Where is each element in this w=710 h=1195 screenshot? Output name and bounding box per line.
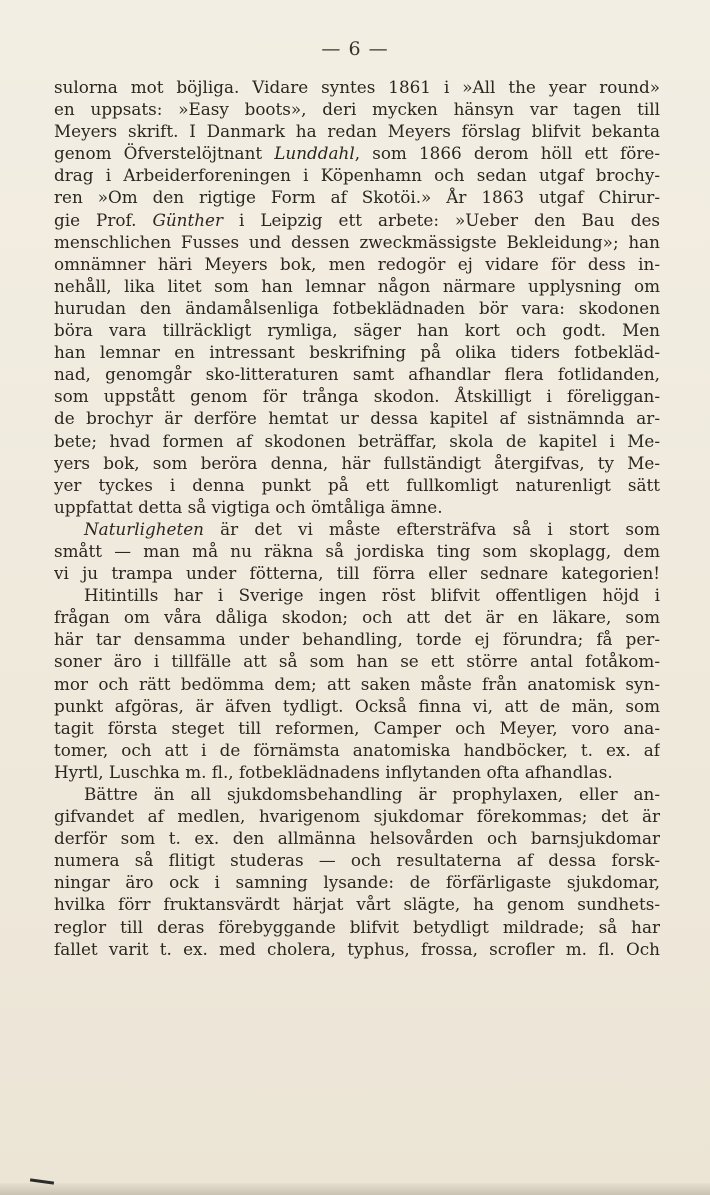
text-line: [54, 650, 660, 672]
text-line: [54, 341, 660, 363]
text-line: [54, 849, 660, 871]
text-line: [54, 253, 660, 275]
text-line: [54, 893, 660, 915]
text-line: [54, 430, 660, 452]
text-line: [54, 938, 660, 960]
text-line: [54, 783, 660, 805]
text-span: böra vara tillräckligt rymliga, säger han kort och godt. Men: [54, 320, 660, 341]
text-line: [54, 363, 660, 385]
text-span: tagit första steget till reformen, Camper och Meyer, voro ana-: [54, 717, 660, 738]
text-span: drag i Arbeiderforeningen i Köpenhamn och sedan utgaf brochy-: [54, 165, 660, 186]
text-line: [54, 231, 660, 253]
text-span: gifvandet af medlen, hvarigenom sjukdomar förekommas; det är: [54, 806, 660, 827]
text-span: sulorna mot böjliga. Vidare syntes 1861 i »All the year round»: [54, 77, 660, 97]
text-line: [54, 120, 660, 142]
page-number: — 6 —: [321, 38, 389, 60]
text-span: yer tyckes i denna punkt på ett fullkomligt naturenligt sätt: [54, 474, 660, 495]
text-line: [54, 142, 660, 164]
text-span: här tar densamma under behandling, torde ej förundra; få per-: [54, 629, 660, 650]
text-span: Meyers skrift. I Danmark ha redan Meyers förslag blifvit bekanta: [54, 121, 660, 142]
text-span: nad, genomgår sko-litteraturen samt afhandlar flera fotlidanden,: [54, 364, 660, 385]
text-span: soner äro i tillfälle att så som han se ett större antal fotåkom-: [54, 651, 660, 672]
text-span: bete; hvad formen af skodonen beträffar, skola de kapitel i Me-: [54, 430, 660, 451]
text-span: är det vi måste eftersträfva så i stort som: [203, 518, 660, 539]
text-line: [54, 739, 660, 761]
text-span: ningar äro ock i samning lysande: de förfärligaste sjukdomar,: [54, 872, 660, 893]
text-line: [54, 209, 660, 231]
text-span: Bättre än all sjukdomsbehandling är prophylaxen, eller an-: [84, 784, 660, 804]
text-span: Hyrtl, Luschka m. fl., fotbeklädnadens inflytanden ofta afhandlas.: [54, 761, 613, 782]
text-span: fallet varit t. ex. med cholera, typhus, frossa, scrofler m. fl. Och: [54, 938, 660, 959]
text-span: en uppsats: »Easy boots», deri mycken hänsyn var tagen till: [54, 99, 660, 120]
text-line: [54, 496, 660, 518]
body-text: [54, 76, 660, 960]
text-span: numera så flitigt studeras — och resultaterna af dessa forsk-: [54, 850, 660, 871]
text-line: [54, 761, 660, 783]
text-span: som uppstått genom för trånga skodon. Åtskilligt i föreliggan-: [54, 386, 660, 407]
text-span: genom Öfverstelöjtnant: [54, 143, 275, 164]
text-span: uppfattat detta så vigtiga och ömtåliga ämne.: [54, 496, 443, 517]
italic-name: Günther: [152, 209, 223, 230]
text-span: nehåll, lika litet som han lemnar någon närmare upplysning om: [54, 275, 660, 296]
text-span: gie Prof.: [54, 209, 153, 230]
text-line: [54, 695, 660, 717]
text-span: smått — man må nu räkna så jordiska ting som skoplagg, dem: [54, 540, 660, 561]
text-line: [54, 871, 660, 893]
italic-name: Naturligheten: [84, 518, 204, 539]
text-line: [54, 540, 660, 562]
text-line: [54, 916, 660, 938]
text-line: [54, 407, 660, 429]
italic-name: Lunddahl: [274, 143, 355, 164]
text-span: ren »Om den rigtige Form af Skotöi.» År 1863 utgaf Chirur-: [54, 187, 660, 208]
text-span: Hitintills har i Sverige ingen röst blifvit offentligen höjd i: [84, 585, 660, 606]
text-span: de brochyr är derföre hemtat ur dessa kapitel af sistnämnda ar-: [54, 408, 660, 429]
text-line: [54, 518, 660, 540]
text-span: vi ju trampa under fötterna, till förra eller sednare kategorien!: [54, 563, 660, 584]
text-line: [54, 385, 660, 407]
text-line: [54, 606, 660, 628]
text-line: [54, 584, 660, 606]
text-line: [54, 275, 660, 297]
text-span: mor och rätt bedömma dem; att saken måste från anatomisk syn-: [54, 673, 660, 694]
text-line: [54, 319, 660, 341]
text-line: [54, 673, 660, 695]
text-span: hurudan den ändamålsenliga fotbeklädnaden bör vara: skodonen: [54, 297, 660, 318]
text-line: [54, 297, 660, 319]
text-span: , som 1866 derom höll ett före-: [354, 143, 660, 164]
text-span: derför som t. ex. den allmänna helsovården och barnsjukdomar: [54, 828, 660, 849]
text-line: [54, 164, 660, 186]
text-line: [54, 76, 660, 98]
text-line: [54, 827, 660, 849]
text-line: [54, 805, 660, 827]
text-span: frågan om våra dåliga skodon; och att det är en läkare, som: [54, 607, 660, 628]
text-span: reglor till deras förebyggande blifvit betydligt mildrade; så har: [54, 916, 660, 937]
text-span: menschlichen Fusses und dessen zweckmässigste Bekleidung»; han: [54, 231, 660, 252]
text-line: [54, 186, 660, 208]
text-line: [54, 628, 660, 650]
text-line: [54, 452, 660, 474]
text-line: [54, 474, 660, 496]
text-line: [54, 98, 660, 120]
text-span: punkt afgöras, är äfven tydligt. Också finna vi, att de män, som: [54, 695, 660, 716]
text-line: [54, 717, 660, 739]
text-span: omnämner häri Meyers bok, men redogör ej vidare för dess in-: [54, 253, 660, 274]
text-span: han lemnar en intressant beskrifning på olika tiders fotbekläd-: [54, 342, 660, 363]
text-span: i Leipzig ett arbete: »Ueber den Bau des: [222, 209, 660, 230]
page-bottom-edge: [0, 1183, 710, 1195]
text-span: yers bok, som beröra denna, här fullständigt återgifvas, ty Me-: [54, 452, 660, 473]
text-line: [54, 562, 660, 584]
text-span: hvilka förr fruktansvärdt härjat vårt slägte, ha genom sundhets-: [54, 894, 660, 915]
text-span: tomer, och att i de förnämsta anatomiska handböcker, t. ex. af: [54, 739, 660, 760]
